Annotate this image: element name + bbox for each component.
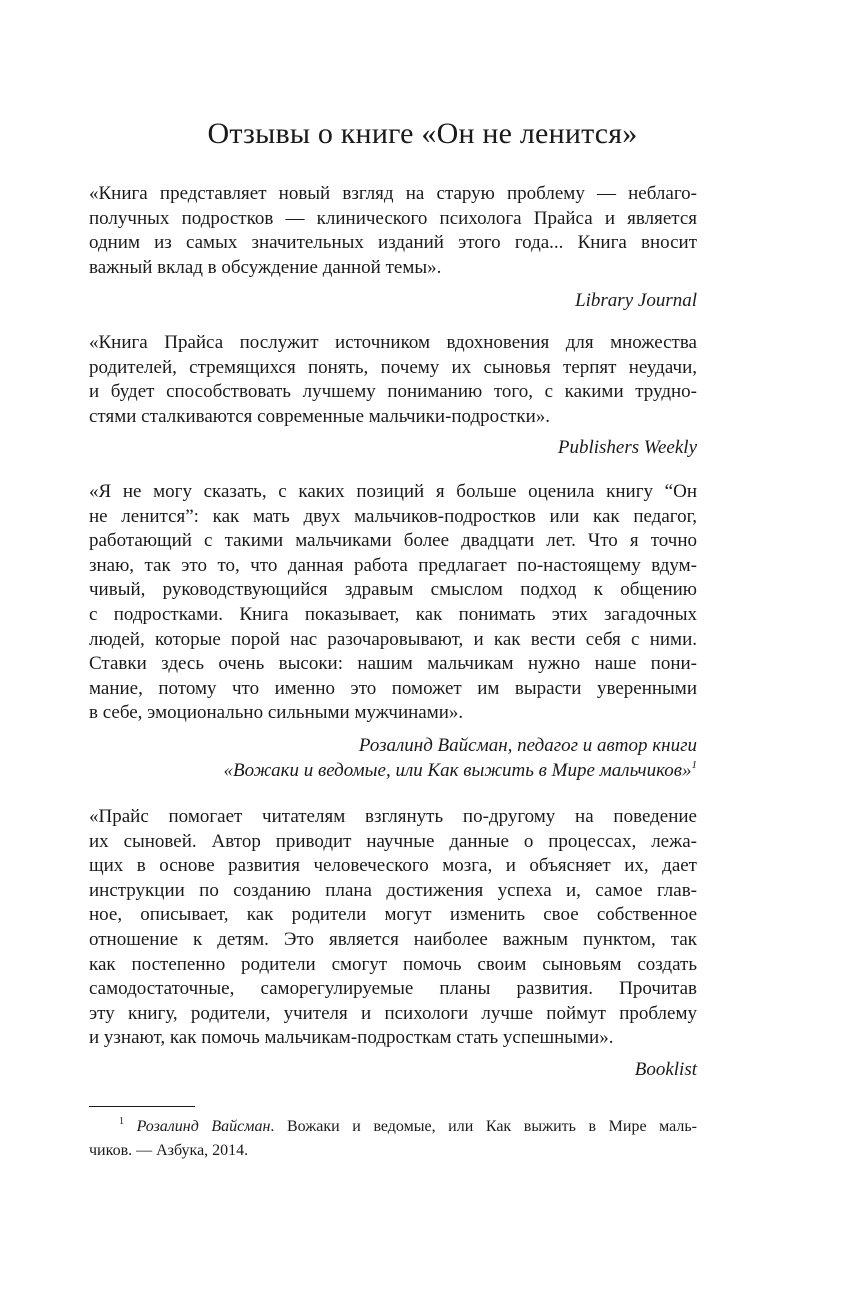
footnote-line [89,1115,697,1139]
review-line: в себе, эмоционально сильными мужчинами». [89,702,464,724]
review-line: как постепенно родители смогут помочь своим сыновьям создать [89,953,697,975]
footnote-mark: 1 [119,1116,124,1127]
review-line: «Книга Прайса послужит источником вдохновения для множества [89,332,697,353]
review-source-book [89,759,697,784]
review-line: «Прайс помогает читателям взглянуть по-другому на поведение [89,806,697,827]
review-line: Ставки здесь очень высоки: нашим мальчикам нужно наше пони- [89,653,697,675]
review-line: эту книгу, родители, учителя и психологи лучше поймут проблему [89,1002,697,1024]
review-source-block [89,734,697,783]
review-wiseman [89,480,697,726]
review-line: чивый, руководствующийся здравым смыслом подход к общению [89,579,697,601]
review-booklist [89,805,697,1051]
review-line: самодостаточные, саморегулируемые планы развития. Прочитав [89,978,697,1000]
review-line: с подростками. Книга показывает, как понимать этих загадочных [89,603,697,625]
review-line: ное, описывает, как родители могут изменить свое собственное [89,904,697,926]
review-line: не ленится”: как мать двух мальчиков-подростков или как педагог, [89,505,697,527]
review-line: и узнают, как помочь мальчикам-подросткам стать успешными». [89,1027,614,1049]
footnote-text: . Вожаки и ведомые, или Как выжить в Мире маль- [270,1118,697,1135]
review-line: стями сталкиваются современные мальчики-подростки». [89,405,551,427]
footnote-author: Розалинд Вайсман [136,1118,271,1135]
review-line: знаю, так это то, что данная работа предлагает по-настоящему вдум- [89,554,697,576]
review-publishers-weekly [89,331,697,429]
footnote [89,1115,697,1163]
review-source: Library Journal [575,290,697,311]
review-line: мание, потому что именно это поможет им вырасти уверенными [89,677,697,699]
review-line: родителей, стремящихся понять, почему их сыновья терпят неудачи, [89,356,697,378]
review-source-book-title: «Вожаки и ведомые, или Как выжить в Мире мальчиков» [223,759,692,781]
footnote-line: чиков. — Азбука, 2014. [89,1142,249,1159]
review-line: и будет способствовать лучшему пониманию того, с какими трудно- [89,381,697,403]
review-line: людей, которые порой нас разочаровывают, и как вести себя с ними. [89,628,697,650]
footnote-reference[interactable]: 1 [691,758,697,771]
review-source: Розалинд Вайсман, педагог и автор книги [358,735,697,756]
review-line: одним из самых значительных изданий этого года... Книга вносит [89,232,697,254]
review-line: «Я не могу сказать, с каких позиций я больше оценила книгу “Он [89,481,697,502]
review-line: «Книга представляет новый взгляд на старую проблему — неблаго- [89,183,697,204]
review-source: Publishers Weekly [557,437,697,458]
review-line: важный вклад в обсуждение данной темы». [89,256,442,278]
footnote-divider [89,1106,195,1107]
page-title: Отзывы о книге «Он не ленится» [207,117,638,150]
review-line: отношение к детям. Это является наиболее важным пунктом, так [89,928,697,950]
review-source: Booklist [634,1059,697,1080]
review-line: их сыновей. Автор приводит научные данные о процессах, лежа- [89,830,697,852]
review-line: получных подростков — клинического психолога Прайса и является [89,207,697,229]
review-line: инструкции по созданию плана достижения успеха и, самое глав- [89,879,697,901]
review-line: работающий с такими мальчиками более двадцати лет. Что я точно [89,530,697,552]
review-library-journal [89,182,697,280]
review-line: щих в основе развития человеческого мозга, и объясняет их, дает [89,855,697,877]
